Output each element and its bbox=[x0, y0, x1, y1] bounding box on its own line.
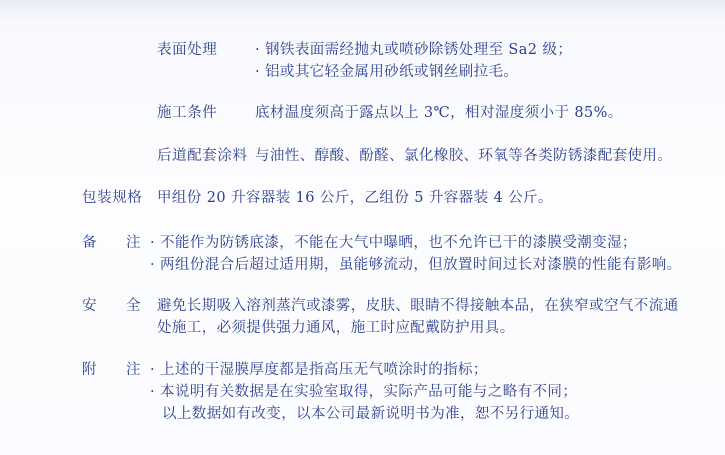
topcoat-text: 与油性、醇酸、酚醛、氯化橡胶、环氧等各类防锈漆配套使用。 bbox=[255, 148, 673, 164]
notes-label-second-char: 注 bbox=[126, 362, 142, 378]
topcoat-label: 后道配套涂料 bbox=[157, 148, 248, 164]
notes-line-1: · 上述的干湿膜厚度都是指高压无气喷涂时的指标； bbox=[150, 362, 488, 378]
safety-label-first-char: 安 bbox=[82, 298, 98, 314]
safety-line-1: 避免长期吸入溶剂蒸汽或漆雾，皮肤、眼睛不得接触本品，在狭窄或空气不流通 bbox=[157, 298, 679, 314]
safety-label-second-char: 全 bbox=[126, 298, 142, 314]
packaging-text: 甲组份 20 升容器装 16 公斤，乙组份 5 升容器装 4 公斤。 bbox=[157, 190, 553, 206]
surface-treatment-line-1: · 钢铁表面需经抛丸或喷砂除锈处理至 Sa2 级； bbox=[255, 42, 573, 58]
notes-line-3: 以上数据如有改变，以本公司最新说明书为准，恕不另行通知。 bbox=[162, 406, 580, 422]
remarks-line-1: · 不能作为防锈底漆，不能在大气中曝晒，也不允许已干的漆膜受潮变湿； bbox=[150, 235, 637, 251]
remarks-line-2: · 两组份混合后超过适用期，虽能够流动，但放置时间过长对漆膜的性能有影响。 bbox=[150, 257, 682, 273]
top-edge-shadow bbox=[0, 0, 725, 20]
remarks-label-second-char: 注 bbox=[126, 235, 142, 251]
construction-conditions-label: 施工条件 bbox=[157, 105, 218, 121]
packaging-label: 包装规格 bbox=[82, 190, 143, 206]
construction-conditions-text: 底材温度须高于露点以上 3℃，相对湿度须小于 85%。 bbox=[255, 105, 623, 121]
surface-treatment-line-2: · 铝或其它轻金属用砂纸或钢丝刷拉毛。 bbox=[255, 64, 519, 80]
surface-treatment-label: 表面处理 bbox=[157, 42, 218, 58]
remarks-label-first-char: 备 bbox=[82, 235, 98, 251]
notes-label-first-char: 附 bbox=[82, 362, 98, 378]
safety-line-2: 处施工，必须提供强力通风，施工时应配戴防护用具。 bbox=[157, 320, 515, 336]
notes-line-2: · 本说明有关数据是在实验室取得，实际产品可能与之略有不同； bbox=[150, 384, 578, 400]
